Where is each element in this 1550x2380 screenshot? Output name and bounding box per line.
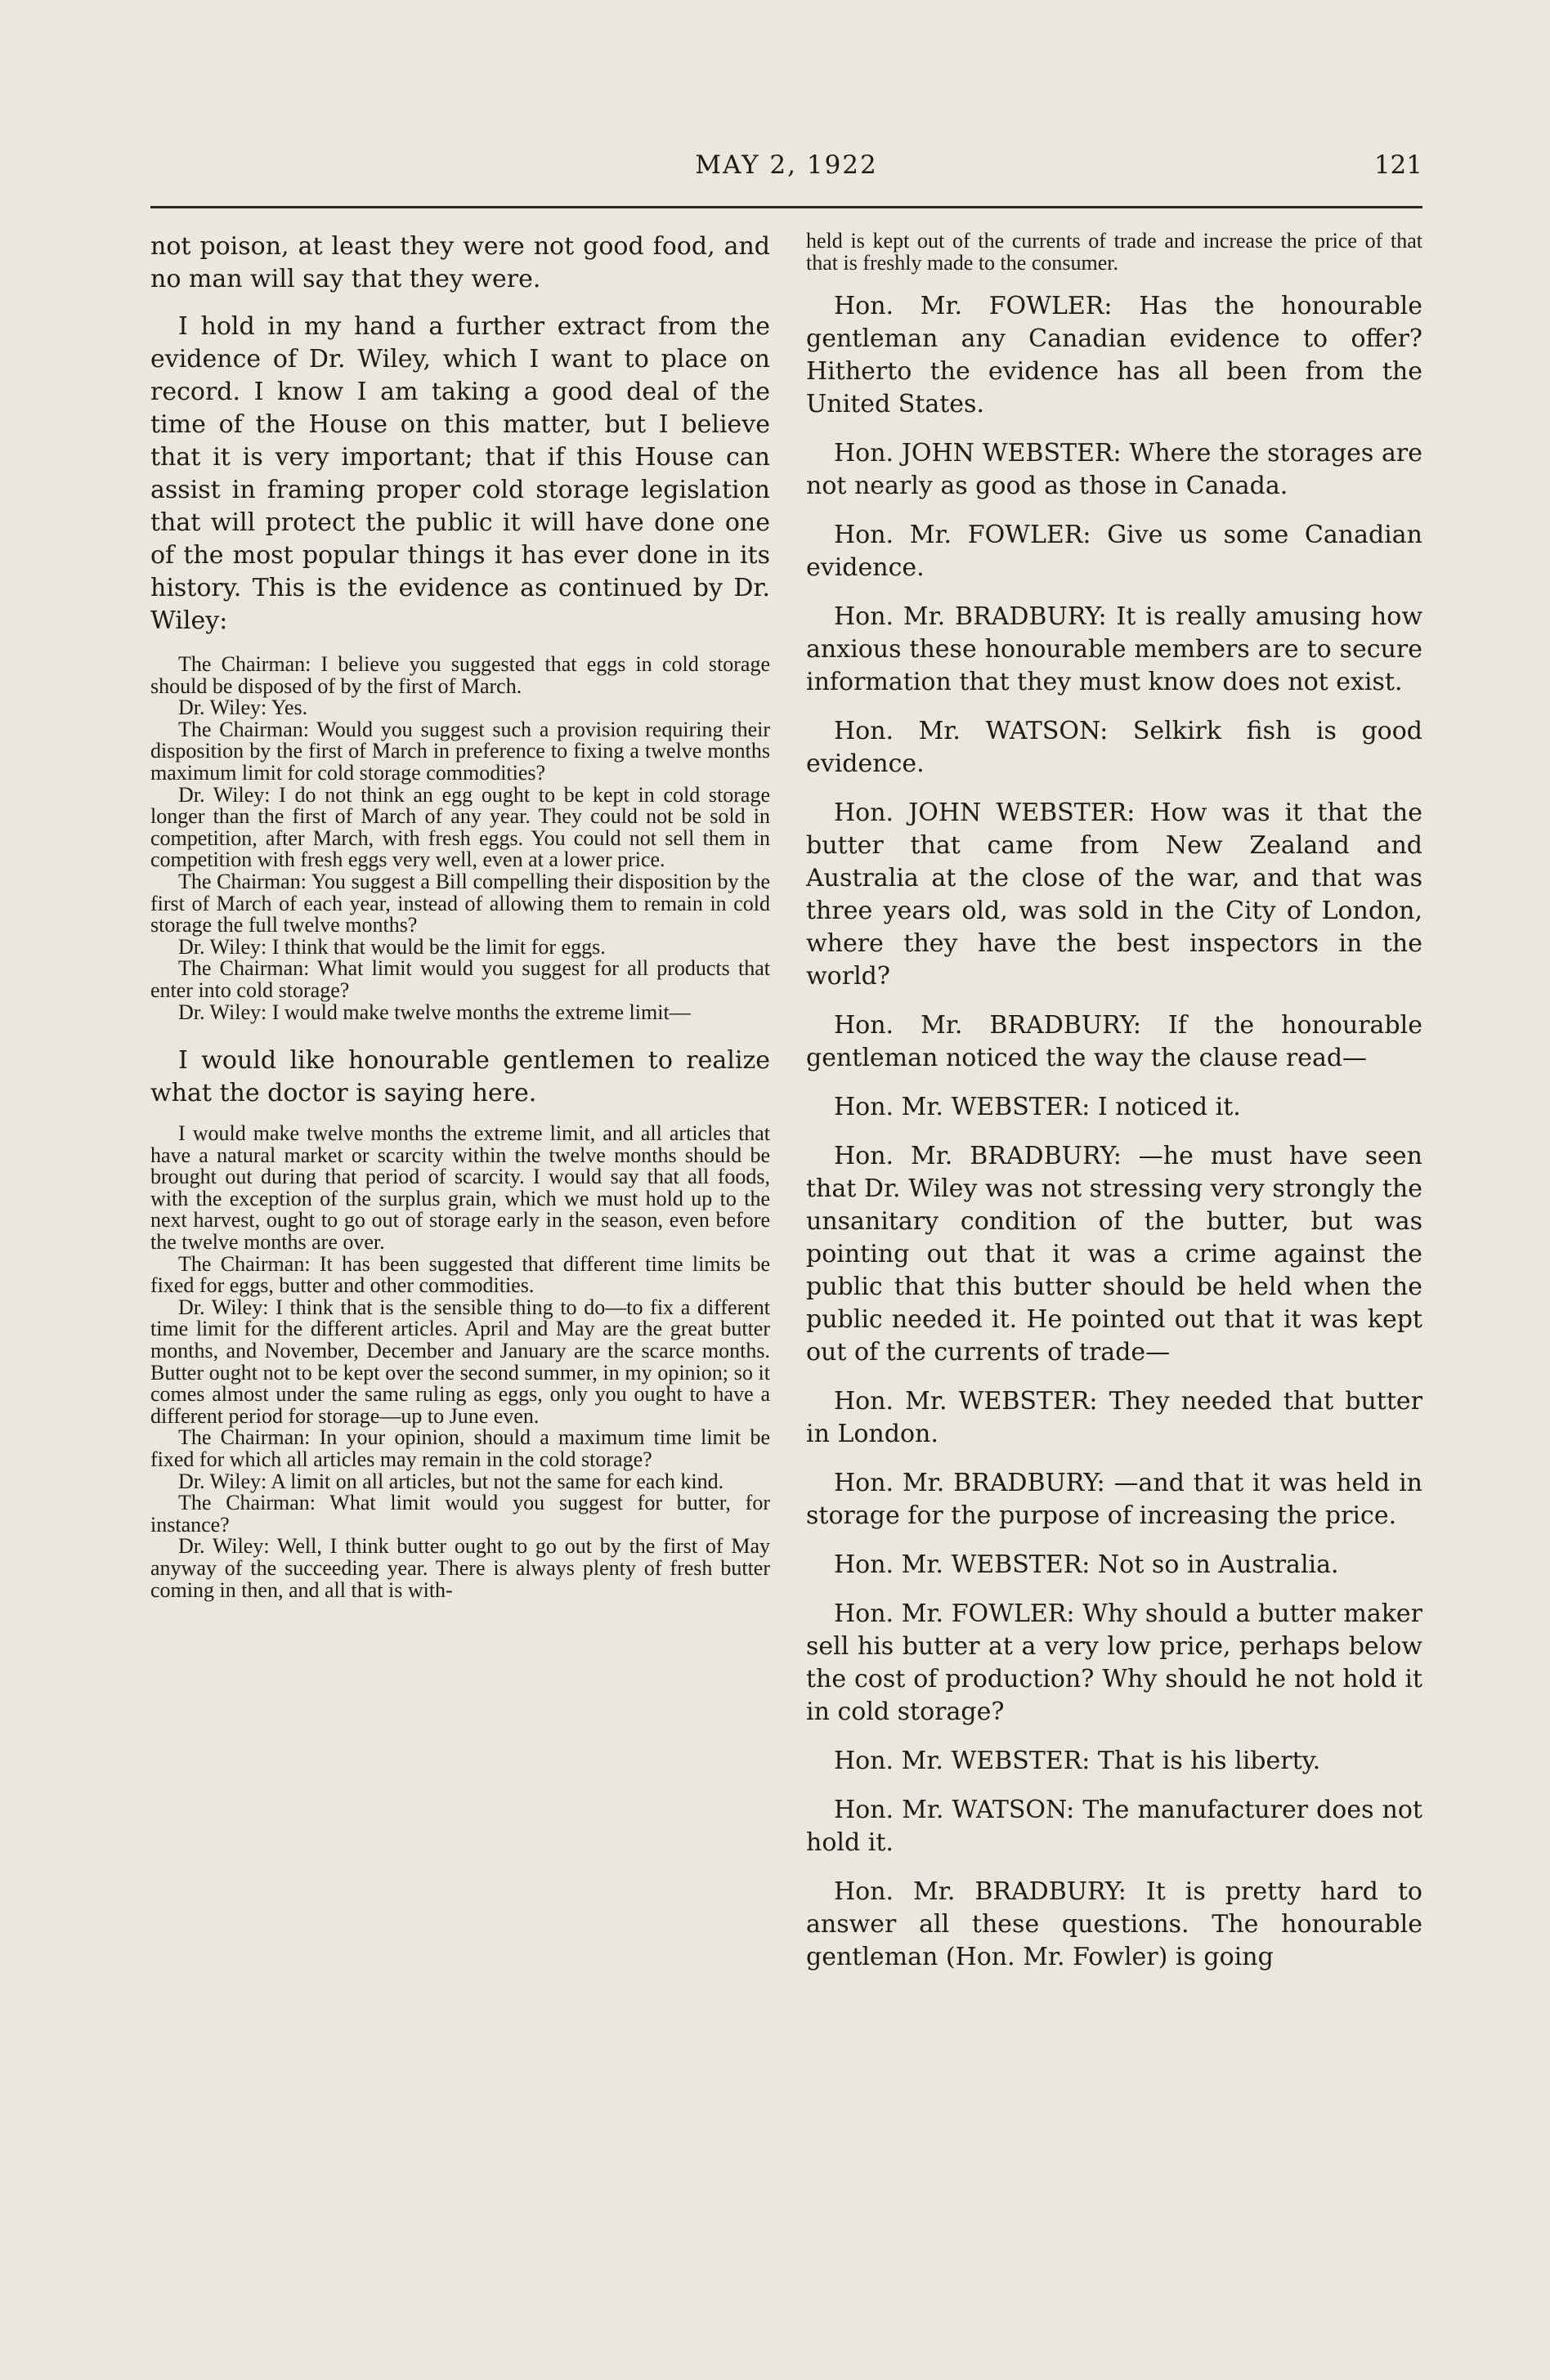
evidence-extract-1 (150, 654, 770, 1023)
debate-paragraph: Hon. Mr. WEBSTER: I noticed it. (834, 1093, 1241, 1122)
debate-paragraph: Hon. JOHN WEBSTER: Where the storages are not nearly as good as those in Canada. (806, 439, 1422, 501)
debate-paragraph: Hon. Mr. BRADBURY: It is pretty hard to answer all these questions. The honourable gentleman (Hon. Mr. Fowler) is going (806, 1877, 1422, 1972)
quote-line: The Chairman: What limit would you suggest for butter, for instance? (150, 1491, 770, 1537)
debate-paragraph: Hon. Mr. WATSON: The manufacturer does not hold it. (806, 1796, 1422, 1858)
debate-paragraph: Hon. Mr. FOWLER: Give us some Canadian evidence. (806, 521, 1422, 583)
debate-paragraph: Hon. Mr. BRADBURY: —he must have seen that Dr. Wiley was not stressing very strongly the unsanitary condition of the butter, but was pointing out that it was a crime against the public that this butter should be held when the public needed it. He pointed out that it was kept out of the currents of trade— (806, 1142, 1422, 1367)
debate-paragraph: Hon. JOHN WEBSTER: How was it that the butter that came from New Zealand and Australia at the close of the war, and that was three years old, was sold in the City of London, where they have the best inspectors in the world? (806, 799, 1422, 991)
left-paragraph-2: I hold in my hand a further extract from the evidence of Dr. Wiley, which I want to place on record. I know I am taking a good deal of the time of the House on this matter, but I believe that it is very important; that if this House can assist in framing proper cold storage legislation that will protect the public it will have done one of the most popular things it has ever done in its history. This is the evidence as continued by Dr. Wiley: (150, 312, 770, 635)
page-header (150, 147, 1422, 188)
debate-paragraph: Hon. Mr. BRADBURY: It is really amusing how anxious these honourable members are to secure information that they must know does not exist. (806, 602, 1422, 697)
debate-paragraph: Hon. Mr. FOWLER: Why should a butter maker sell his butter at a very low price, perhaps below the cost of production? Why should he not hold it in cold storage? (806, 1599, 1422, 1727)
quote-line: The Chairman: In your opinion, should a maximum time limit be fixed for which all articles may remain in the cold storage? (150, 1425, 770, 1471)
quote-line: Dr. Wiley: I do not think an egg ought to be kept in cold storage longer than the first of March of any year. They could not be sold in competition, after March, with fresh eggs. You could not sell them in competition with fresh eggs very well, even at a lower price. (150, 782, 770, 872)
evidence-extract-2 (150, 1123, 770, 1601)
debate-paragraph: Hon. Mr. WEBSTER: They needed that butter in London. (806, 1387, 1422, 1449)
debate-paragraph: Hon. Mr. FOWLER: Has the honourable gentleman any Canadian evidence to offer? Hitherto the evidence has all been from the United States. (806, 292, 1422, 419)
quote-line: I would make twelve months the extreme limit, and all articles that have a natural market or scarcity within the twelve months should be brought out during that period of scarcity. I would say that all foods, with the exception of the surplus grain, which we must hold up to the next harvest, ought to go out of storage early in the season, even before the twelve months are over. (150, 1121, 770, 1255)
quote-line: Dr. Wiley: I think that would be the limit for eggs. (178, 934, 606, 959)
left-paragraph-3: I would like honourable gentlemen to realize what the doctor is saying here. (150, 1046, 770, 1108)
quote-line: Dr. Wiley: Yes. (178, 696, 308, 720)
right-column (806, 230, 1422, 1990)
quote-line: The Chairman: You suggest a Bill compelling their disposition by the first of March of each year, instead of allowing them to remain in cold storage the full twelve months? (150, 869, 770, 937)
left-paragraph-1: not poison, at least they were not good food, and no man will say that they were. (150, 232, 770, 293)
debate-paragraph: Hon. Mr. WATSON: Selkirk fish is good evidence. (806, 717, 1422, 779)
quote-line: The Chairman: It has been suggested that different time limits be fixed for eggs, butter and other commodities. (150, 1251, 770, 1298)
debate-paragraph: Hon. Mr. WEBSTER: That is his liberty. (834, 1747, 1321, 1776)
header-rule (150, 206, 1422, 208)
quote-line: Dr. Wiley: I think that is the sensible thing to do—to fix a different time limit for the different articles. April and May are the great butter months, and November, December and January are the scarce months. Butter ought not to be kept over the second summer, in my opinion; so it comes almost under the same ruling as eggs, only you ought to have a different period for storage—up to June even. (150, 1295, 770, 1428)
header-date: MAY 2, 1922 (695, 150, 878, 180)
debate-paragraph: Hon. Mr. BRADBURY: —and that it was held in storage for the purpose of increasing the price. (806, 1469, 1422, 1531)
debate-paragraph: Hon. Mr. BRADBURY: If the honourable gentleman noticed the way the clause read— (806, 1011, 1422, 1073)
quote-line: Dr. Wiley: I would make twelve months the extreme limit— (178, 1000, 691, 1024)
right-lead-paragraph: held is kept out of the currents of trade and increase the price of that that is freshly made to the consumer. (806, 229, 1422, 275)
quote-line: The Chairman: I believe you suggested that eggs in cold storage should be disposed of by the first of March. (150, 652, 770, 698)
quote-line: Dr. Wiley: Well, I think butter ought to go out by the first of May anyway of the succeeding year. There is always plenty of fresh butter coming in then, and all that is with- (150, 1534, 770, 1602)
debate-paragraph: Hon. Mr. WEBSTER: Not so in Australia. (834, 1550, 1339, 1580)
quote-line: Dr. Wiley: A limit on all articles, but not the same for each kind. (178, 1469, 724, 1493)
quote-line: The Chairman: What limit would you suggest for all products that enter into cold storage? (150, 956, 770, 1002)
left-column (150, 230, 770, 1619)
quote-line: The Chairman: Would you suggest such a provision requiring their disposition by the first of March in preference to fixing a twelve months maximum limit for cold storage commodities? (150, 717, 770, 785)
page-number: 121 (1373, 150, 1422, 180)
